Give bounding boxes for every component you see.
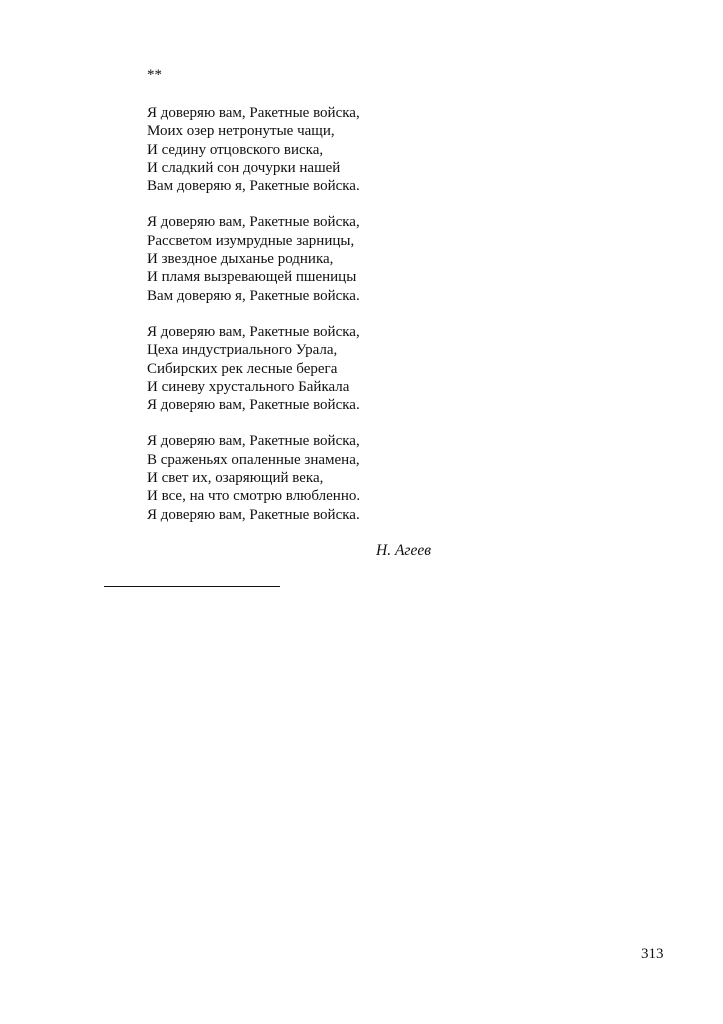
page-number: 313 xyxy=(641,946,664,962)
footnote-divider xyxy=(104,586,280,587)
poem-line: И сладкий сон дочурки нашей xyxy=(147,159,341,176)
poem-line: И свет их, озаряющий века, xyxy=(147,470,324,487)
poem-line: Я доверяю вам, Ракетные войска. xyxy=(147,397,360,414)
poem-line: Я доверяю вам, Ракетные войска, xyxy=(147,214,360,231)
poem-line: И синеву хрустального Байкала xyxy=(147,378,350,395)
stanza-3 xyxy=(147,323,447,414)
poem-line: И все, на что смотрю влюбленно. xyxy=(147,488,361,505)
poem-line: Я доверяю вам, Ракетные войска, xyxy=(147,323,360,340)
stanza-1 xyxy=(147,104,447,195)
poem-line: В сраженьях опаленные знамена, xyxy=(147,451,360,468)
poem-line: Я доверяю вам, Ракетные войска. xyxy=(147,506,360,523)
stanza-4 xyxy=(147,432,447,523)
poem-line: Вам доверяю я, Ракетные войска. xyxy=(147,287,360,304)
poem-line: Я доверяю вам, Ракетные войска, xyxy=(147,105,360,121)
poem-line: Моих озер нетронутые чащи, xyxy=(147,123,335,140)
poem-line: Сибирских рек лесные берега xyxy=(147,360,338,377)
poem-line: Цеха индустриального Урала, xyxy=(147,342,338,359)
poem-line: И седину отцовского виска, xyxy=(147,141,324,158)
author-signature: Н. Агеев xyxy=(376,542,431,559)
poem-line: Рассветом изумрудные зарницы, xyxy=(147,232,355,249)
stanza-2 xyxy=(147,213,447,304)
poem-line: Я доверяю вам, Ракетные войска, xyxy=(147,433,360,450)
poem xyxy=(147,104,447,542)
section-marker: ** xyxy=(147,67,162,83)
poem-line: Вам доверяю я, Ракетные войска. xyxy=(147,178,360,195)
poem-line: И звездное дыханье родника, xyxy=(147,251,334,268)
poem-line: И пламя вызревающей пшеницы xyxy=(147,269,357,286)
